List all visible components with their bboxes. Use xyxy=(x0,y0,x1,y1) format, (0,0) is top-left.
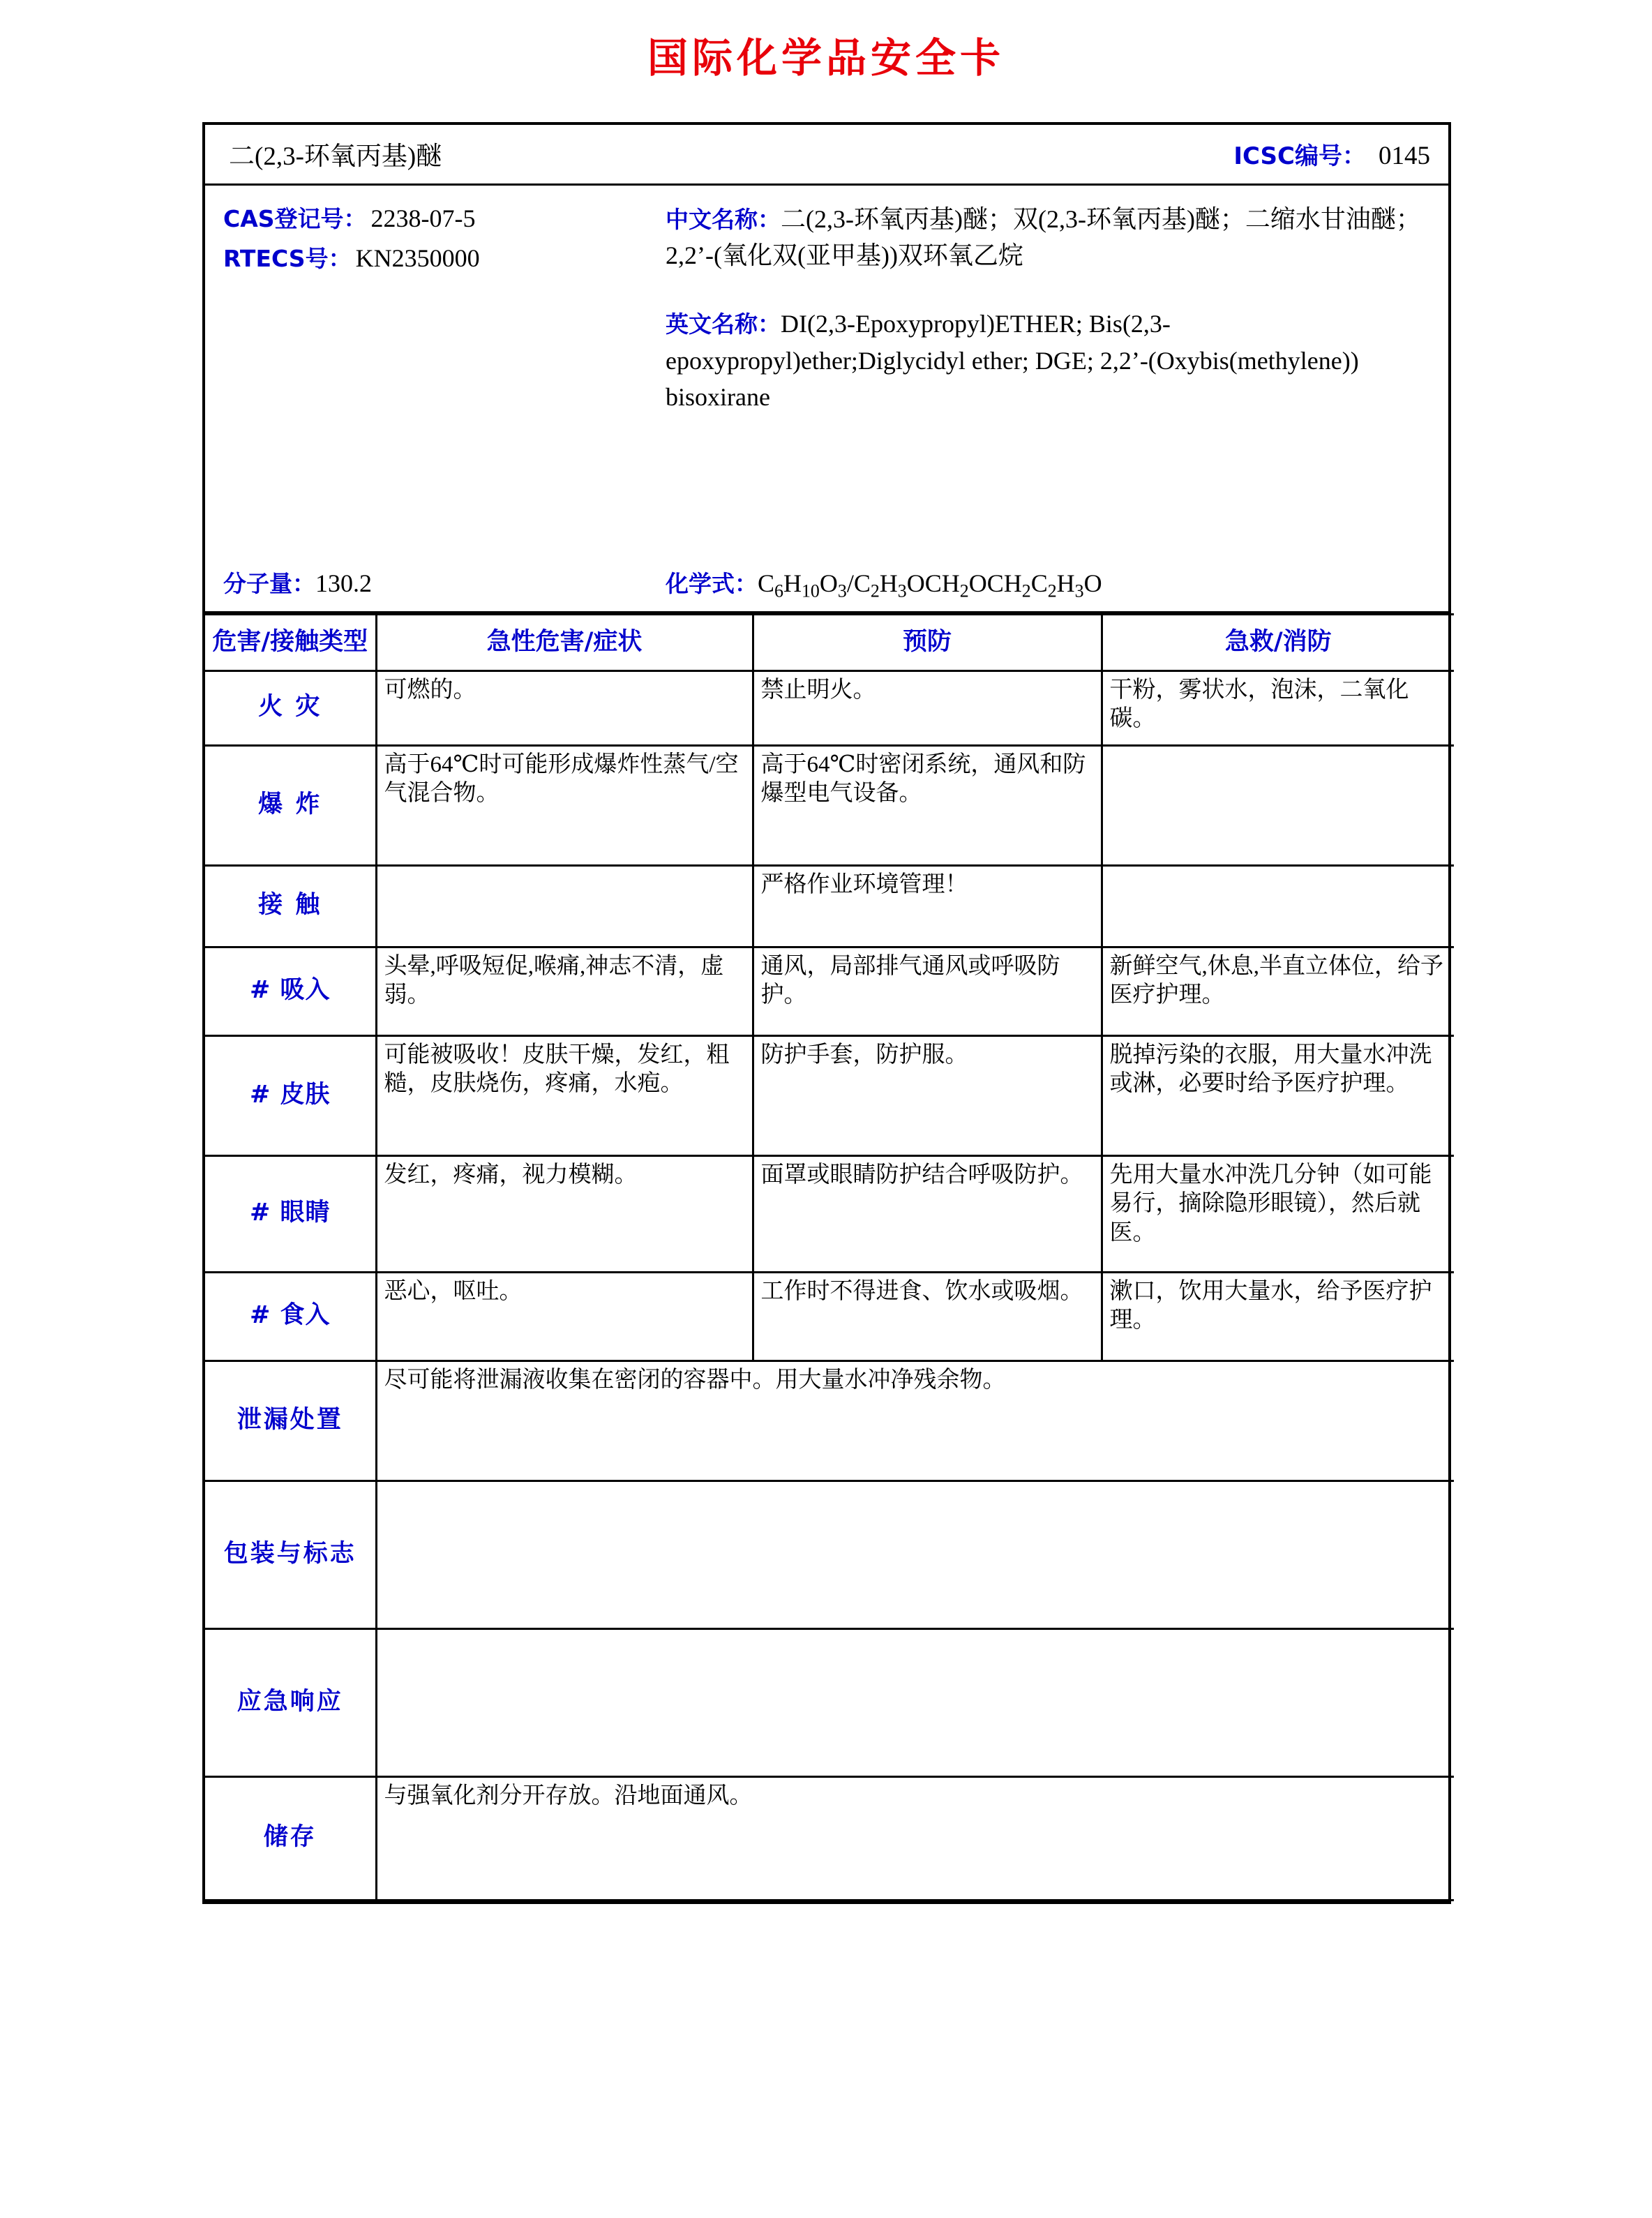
cell-explosion-firstaid xyxy=(1102,745,1454,865)
cell-explosion-hazard: 高于64℃时可能形成爆炸性蒸气/空气混合物。 xyxy=(376,745,753,865)
icsc-card xyxy=(202,122,1451,1904)
table-row xyxy=(205,865,1454,947)
identity-footer xyxy=(205,566,1448,601)
table-row xyxy=(205,1035,1454,1155)
row-label-emergency-response: 应急响应 xyxy=(205,1628,376,1776)
formula-label: 化学式： xyxy=(666,569,758,597)
row-label-eyes: # 眼睛 xyxy=(205,1155,376,1272)
rtecs-label: RTECS号： xyxy=(223,245,352,273)
rtecs-value: KN2350000 xyxy=(355,244,480,273)
header-prevention: 预防 xyxy=(753,615,1102,671)
icsc-label: ICSC编号： xyxy=(1233,142,1366,170)
table-row xyxy=(205,1628,1454,1776)
cell-explosion-prevention: 高于64℃时密闭系统，通风和防爆型电气设备。 xyxy=(753,745,1102,865)
english-names-value: DI(2,3-Epoxypropyl)ETHER; Bis(2,3-epoxypropyl)ether;Diglycidyl ether; DGE; 2,2’-(Oxybis(methylene)) bisoxirane xyxy=(666,310,1359,411)
cas-label: CAS登记号： xyxy=(223,205,367,232)
header-first-aid: 急救/消防 xyxy=(1102,615,1454,671)
cell-exposure-hazard xyxy=(376,865,753,947)
substance-name: 二(2,3-环氧丙基)醚 xyxy=(229,142,442,171)
identity-right xyxy=(659,186,1448,611)
cell-ingestion-firstaid: 漱口，饮用大量水，给予医疗护理。 xyxy=(1102,1272,1454,1361)
header-hazard-type: 危害/接触类型 xyxy=(205,615,376,671)
table-row xyxy=(205,1272,1454,1361)
cell-skin-prevention: 防护手套，防护服。 xyxy=(753,1035,1102,1155)
page-title: 国际化学品安全卡 xyxy=(647,34,1005,82)
chinese-names-row xyxy=(666,201,1432,273)
icsc-number-group xyxy=(1233,137,1430,171)
cell-eyes-prevention: 面罩或眼睛防护结合呼吸防护。 xyxy=(753,1155,1102,1272)
chinese-names-label: 中文名称： xyxy=(666,206,781,233)
chinese-names-value: 二(2,3-环氧丙基)醚；双(2,3-环氧丙基)醚；二缩水甘油醚；2,2’-(氧化双(亚甲基))双环氧乙烷 xyxy=(666,205,1421,270)
rtecs-row xyxy=(223,241,652,276)
row-label-explosion: 爆 炸 xyxy=(205,745,376,865)
identity-left xyxy=(205,186,659,611)
table-row xyxy=(205,1776,1454,1900)
cas-value: 2238-07-5 xyxy=(370,204,476,232)
header-acute-hazards: 急性危害/症状 xyxy=(376,615,753,671)
row-label-storage: 储存 xyxy=(205,1776,376,1900)
cell-emergency-response-text xyxy=(376,1628,1454,1776)
table-row xyxy=(205,947,1454,1035)
cell-fire-firstaid: 干粉，雾状水，泡沫，二氧化碳。 xyxy=(1102,670,1454,745)
icsc-number: 0145 xyxy=(1379,141,1430,170)
molecular-weight-value: 130.2 xyxy=(315,569,372,597)
cell-fire-hazard: 可燃的。 xyxy=(376,670,753,745)
row-label-inhalation: # 吸入 xyxy=(205,947,376,1035)
row-label-exposure: 接 触 xyxy=(205,865,376,947)
cell-ingestion-prevention: 工作时不得进食、饮水或吸烟。 xyxy=(753,1272,1102,1361)
row-label-skin: # 皮肤 xyxy=(205,1035,376,1155)
cas-row xyxy=(223,201,652,237)
card-header xyxy=(205,125,1448,186)
table-row xyxy=(205,1481,1454,1628)
english-names-row xyxy=(666,306,1432,415)
row-label-fire: 火 灾 xyxy=(205,670,376,745)
row-label-packaging: 包装与标志 xyxy=(205,1481,376,1628)
row-label-spillage: 泄漏处置 xyxy=(205,1361,376,1481)
cell-inhalation-firstaid: 新鲜空气,休息,半直立体位，给予医疗护理。 xyxy=(1102,947,1454,1035)
cell-exposure-prevention: 严格作业环境管理！ xyxy=(753,865,1102,947)
identity-block xyxy=(205,186,1448,613)
cell-inhalation-prevention: 通风，局部排气通风或呼吸防护。 xyxy=(753,947,1102,1035)
formula-value: $C_6H_{10}O_3/C_2H_3OCH_2OCH_2C_2H_3O$ xyxy=(758,569,1102,601)
table-row xyxy=(205,745,1454,865)
table-row xyxy=(205,670,1454,745)
cell-eyes-hazard: 发红，疼痛，视力模糊。 xyxy=(376,1155,753,1272)
table-row xyxy=(205,1155,1454,1272)
molecular-weight-row xyxy=(205,566,659,601)
cell-ingestion-hazard: 恶心，呕吐。 xyxy=(376,1272,753,1361)
formula-row xyxy=(659,566,1448,601)
table-header-row xyxy=(205,615,1454,671)
cell-storage-text: 与强氧化剂分开存放。沿地面通风。 xyxy=(376,1776,1454,1900)
cell-spillage-text: 尽可能将泄漏液收集在密闭的容器中。用大量水冲净残余物。 xyxy=(376,1361,1454,1481)
cell-packaging-text xyxy=(376,1481,1454,1628)
row-label-ingestion: # 食入 xyxy=(205,1272,376,1361)
molecular-weight-label: 分子量： xyxy=(223,569,315,597)
cell-skin-firstaid: 脱掉污染的衣服，用大量水冲洗或淋，必要时给予医疗护理。 xyxy=(1102,1035,1454,1155)
cell-eyes-firstaid: 先用大量水冲洗几分钟（如可能易行，摘除隐形眼镜），然后就医。 xyxy=(1102,1155,1454,1272)
cell-exposure-firstaid xyxy=(1102,865,1454,947)
cell-skin-hazard: 可能被吸收！皮肤干燥，发红，粗糙，皮肤烧伤，疼痛，水疱。 xyxy=(376,1035,753,1155)
table-row xyxy=(205,1361,1454,1481)
cell-fire-prevention: 禁止明火。 xyxy=(753,670,1102,745)
cell-inhalation-hazard: 头晕,呼吸短促,喉痛,神志不清，虚弱。 xyxy=(376,947,753,1035)
english-names-label: 英文名称： xyxy=(666,310,781,338)
hazard-table xyxy=(205,613,1454,1901)
